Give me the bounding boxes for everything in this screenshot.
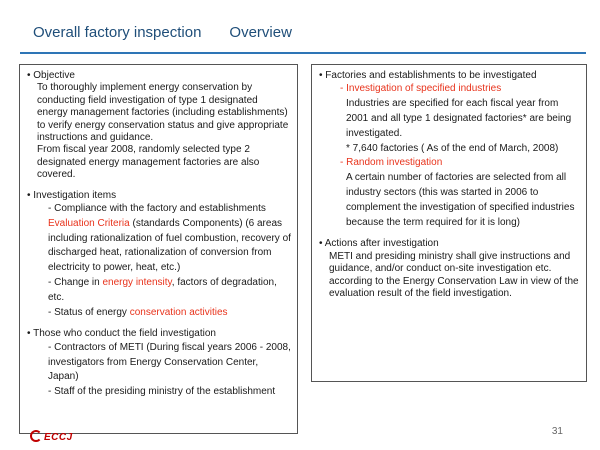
eccj-logo-text: ECCJ bbox=[44, 432, 73, 443]
investigation-item-3 bbox=[27, 306, 291, 321]
item-1-prefix: - Compliance with the factory and establishments bbox=[48, 203, 266, 215]
objective-text-1: To thoroughly implement energy conservation by conducting field investigation of type 1 designated energy management factories (including establishments) to verify energy conservation status and give appropriate instructions and guidance. bbox=[37, 82, 289, 144]
title-divider bbox=[20, 52, 586, 54]
page-number: 31 bbox=[551, 426, 563, 437]
item-1-highlight: Evaluation Criteria bbox=[48, 217, 130, 229]
random-investigation-text: A certain number of factories are selected from all industry sectors (this was started in 2006 to complement the investigation of specified industries because the term required for it is long) bbox=[346, 172, 575, 228]
item-1-suffix: (standards Components) (6 areas including rationalization of fuel combustion, recovery of discharged heat, rationalization of conversion from electricity to power, heat, etc.) bbox=[48, 217, 291, 274]
item-3-highlight: conservation activities bbox=[129, 306, 228, 318]
left-content-box bbox=[19, 64, 298, 434]
specified-industries-text: Industries are specified for each fiscal year from 2001 and all type 1 designated factories* are being investigated. bbox=[346, 98, 572, 139]
item-3-prefix: - Status of energy bbox=[48, 306, 130, 318]
objective-heading: • Objective bbox=[27, 70, 75, 81]
slide-title: Overall factory inspection bbox=[33, 24, 202, 41]
right-content-box bbox=[311, 64, 587, 382]
specified-industries-note: * 7,640 factories ( As of the end of March, 2008) bbox=[346, 142, 559, 154]
slide-title-row bbox=[33, 24, 292, 41]
actions-heading: • Actions after investigation bbox=[319, 238, 439, 250]
slide-subtitle: Overview bbox=[229, 24, 292, 41]
investigation-items-heading: • Investigation items bbox=[27, 189, 117, 201]
targets-heading: • Factories and establishments to be investigated bbox=[319, 70, 537, 81]
conductor-1: - Contractors of METI (During fiscal years 2006 - 2008, investigators from Energy Conservation Center, Japan) bbox=[48, 341, 291, 383]
item-2-highlight: energy intensity bbox=[102, 277, 172, 289]
random-investigation-heading: - Random investigation bbox=[340, 157, 443, 169]
item-2-prefix: - Change in bbox=[48, 277, 103, 289]
conductor-2: - Staff of the presiding ministry of the establishment bbox=[48, 386, 276, 398]
conductors-heading: • Those who conduct the field investigation bbox=[27, 328, 216, 340]
eccj-logo-icon bbox=[30, 430, 42, 442]
objective-text-2: From fiscal year 2008, randomly selected type 2 designated energy management factories are also covered. bbox=[37, 144, 260, 181]
eccj-logo bbox=[30, 430, 73, 443]
investigation-item-2 bbox=[27, 276, 291, 306]
item-2-suffix: , factors of degradation, etc. bbox=[48, 277, 277, 303]
actions-text: METI and presiding ministry shall give instructions and guidance, and/or conduct on-site investigation etc. according to the Energy Conservation Law in view of the evaluation result of the field investigation. bbox=[329, 250, 579, 299]
specified-industries-heading: - Investigation of specified industries bbox=[340, 83, 502, 95]
investigation-item-1 bbox=[27, 202, 291, 276]
